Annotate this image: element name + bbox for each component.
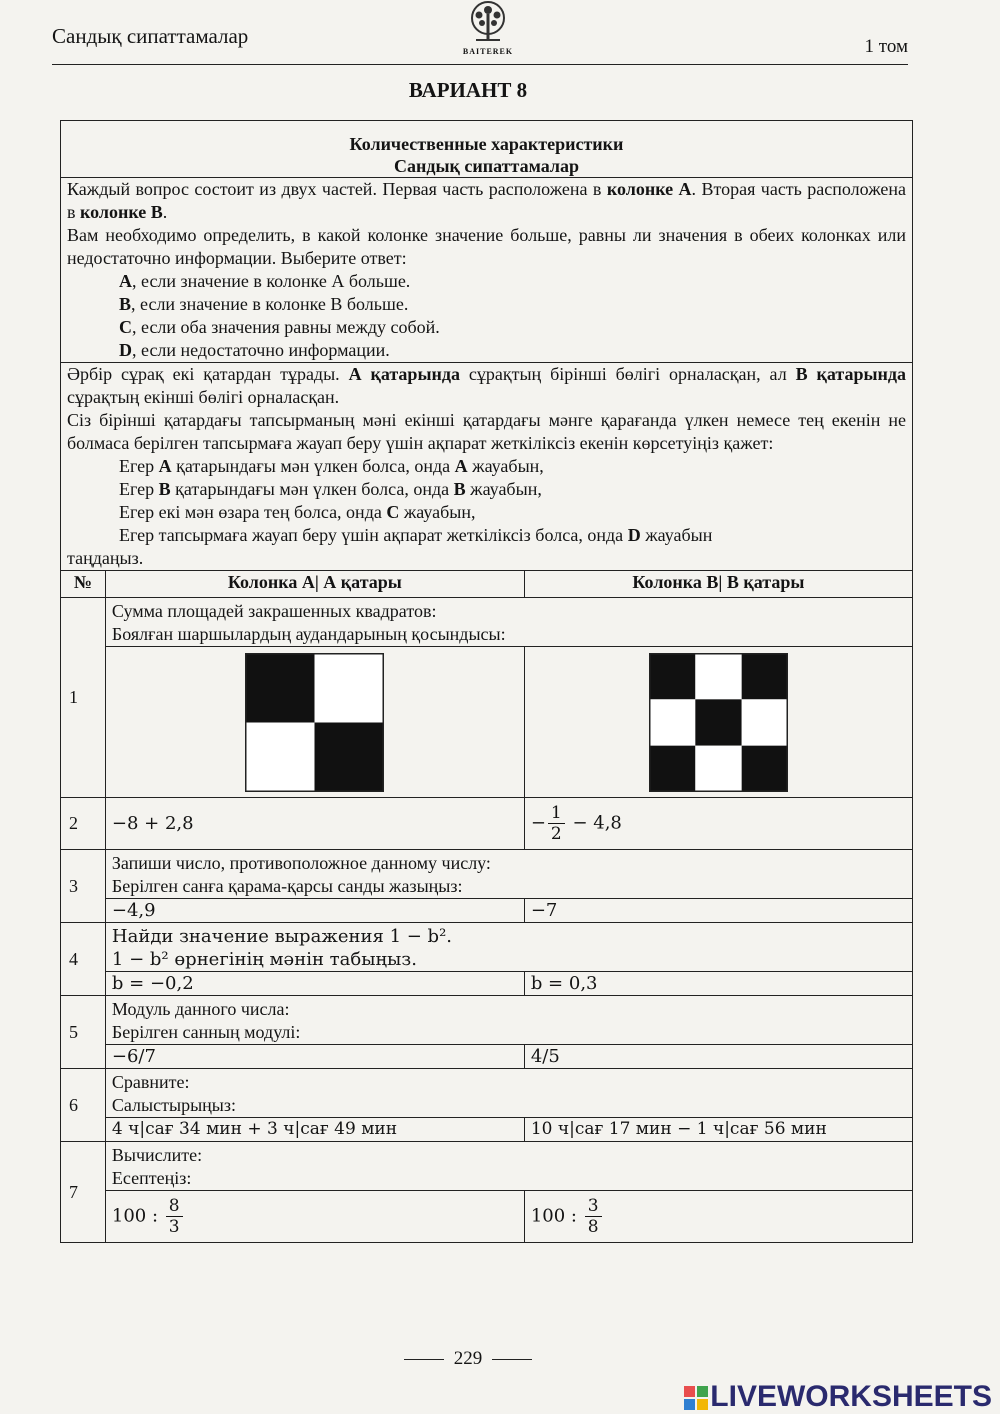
question-6-line-kz: Салыстырыңыз: — [111, 1095, 237, 1115]
question-6-column-a[interactable]: 4 ч|сағ 34 мин + 3 ч|сағ 49 мин — [105, 1118, 524, 1142]
col-header-a: Колонка А| А қатары — [105, 571, 524, 598]
question-5-column-a[interactable]: −6/7 — [105, 1045, 524, 1069]
question-4-line-ru: Найди значение выражения 1 − b². — [111, 926, 453, 947]
question-number: 5 — [61, 996, 106, 1069]
option-kz-c: Егер екі мән өзара тең болса, онда С жауабын, — [119, 502, 476, 522]
shaded-square — [245, 653, 315, 723]
fraction: $\frac{1}{2}$ — [548, 803, 565, 844]
question-2-column-b[interactable]: − $\frac{1}{2}$ − 4,8 — [524, 798, 912, 850]
question-3-column-b[interactable]: −7 — [524, 899, 912, 923]
question-5-text-row — [61, 996, 913, 1045]
section-title-kz: Сандық сипаттамалар — [394, 156, 579, 176]
question-7-line-kz: Есептеңіз: — [111, 1168, 192, 1188]
header-divider — [52, 64, 908, 65]
header-left-title: Сандық сипаттамалар — [52, 24, 249, 48]
question-4-column-b[interactable]: b = 0,3 — [524, 972, 912, 996]
question-1-answer-row — [61, 647, 913, 798]
question-3-text — [105, 850, 912, 899]
white-square — [742, 699, 788, 745]
fraction: $\frac{8}{3}$ — [166, 1196, 183, 1237]
question-6-column-b[interactable]: 10 ч|сағ 17 мин − 1 ч|сағ 56 мин — [524, 1118, 912, 1142]
question-6-text-row — [61, 1069, 913, 1118]
question-7-column-b[interactable]: 100 : $\frac{3}{8}$ — [524, 1191, 912, 1243]
baiterek-logo — [458, 0, 518, 56]
instructions-kz-p1: Әрбір сұрақ екі қатардан тұрады. А қатарында сұрақтың бірінші бөлігі орналасқан, ал В қатарында сұрақтың екінші бөлігі орналасқан. — [67, 364, 906, 407]
variant-title: ВАРИАНТ 8 — [408, 78, 528, 102]
fraction: $\frac{3}{8}$ — [585, 1196, 602, 1237]
question-5-column-b[interactable]: 4/5 — [524, 1045, 912, 1069]
option-kz-d: Егер тапсырмаға жауап беру үшін ақпарат жеткіліксіз болса, онда D жауабын — [119, 525, 713, 545]
question-1-line-ru: Сумма площадей закрашенных квадратов: — [111, 601, 437, 621]
tree-icon — [466, 0, 510, 44]
question-7-text — [105, 1142, 912, 1191]
header-volume: 1 том — [864, 36, 908, 57]
white-square — [649, 699, 695, 745]
instructions-ru-p1: Каждый вопрос состоит из двух частей. Первая часть расположена в колонке А. Вторая часть расположена в колонке В. — [67, 179, 907, 222]
shaded-square — [742, 653, 788, 699]
shaded-square — [649, 745, 695, 791]
question-3-answer-row — [61, 899, 913, 923]
instructions-kz-tail: таңдаңыз. — [67, 548, 144, 568]
question-6-text — [105, 1069, 912, 1118]
question-number: 3 — [61, 850, 106, 923]
question-5-text — [105, 996, 912, 1045]
option-a: A, если значение в колонке А больше. — [119, 271, 411, 291]
instructions-kz — [61, 363, 913, 571]
worksheet-table — [60, 120, 913, 1243]
question-4-line-kz: 1 − b² өрнегінің мәнін табыңыз. — [111, 949, 417, 970]
question-7-line-ru: Вычислите: — [111, 1145, 203, 1165]
question-7-text-row — [61, 1142, 913, 1191]
question-4-column-a[interactable]: b = −0,2 — [105, 972, 524, 996]
checker-grid-a — [245, 653, 384, 792]
question-number: 4 — [61, 923, 106, 996]
logo-text: BAITEREK — [462, 47, 514, 56]
white-square — [245, 722, 315, 792]
question-3-text-row — [61, 850, 913, 899]
question-3-column-a[interactable]: −4,9 — [105, 899, 524, 923]
instructions-ru — [61, 178, 913, 363]
white-square — [695, 653, 741, 699]
question-1-text-row — [61, 598, 913, 647]
option-d: D, если недостаточно информации. — [119, 340, 390, 360]
instructions-kz-p2: Сіз бірінші қатардағы тапсырманың мәні екінші қатардағы мәнге қарағанда үлкен немесе тең екенін не болмаса берілген тапсырмаға жауап беру үшін ақпарат жеткіліксіз екенін көрсетуіңіз қажет: — [67, 410, 906, 453]
question-4-answer-row — [61, 972, 913, 996]
column-header-row — [61, 571, 913, 598]
question-6-line-ru: Сравните: — [111, 1072, 190, 1092]
question-1-line-kz: Боялған шаршылардың аудандарының қосындысы: — [111, 624, 506, 644]
option-b: B, если значение в колонке В больше. — [119, 294, 409, 314]
question-5-line-kz: Берілген санның модулі: — [111, 1022, 301, 1042]
question-7-column-a[interactable]: 100 : $\frac{8}{3}$ — [105, 1191, 524, 1243]
col-header-b: Колонка В| В қатары — [524, 571, 912, 598]
shaded-square — [315, 722, 385, 792]
question-7-answer-row — [61, 1191, 913, 1243]
question-2-column-a[interactable]: −8 + 2,8 — [105, 798, 524, 850]
shaded-square — [649, 653, 695, 699]
instructions-ru-p2: Вам необходимо определить, в какой колонке значение больше, равны ли значения в обеих колонках или недостаточно информации. Выберите ответ: — [67, 225, 906, 268]
question-2-row — [61, 798, 913, 850]
question-5-answer-row — [61, 1045, 913, 1069]
liveworksheets-logo-icon — [684, 1386, 708, 1410]
page-number-value: 229 — [453, 1348, 483, 1369]
option-kz-b: Егер В қатарындағы мән үлкен болса, онда В жауабын, — [119, 479, 542, 499]
checker-grid-b — [649, 653, 788, 792]
white-square — [315, 653, 385, 723]
question-number: 1 — [61, 598, 106, 798]
shaded-square — [695, 699, 741, 745]
shaded-square — [742, 745, 788, 791]
question-4-text-row — [61, 923, 913, 972]
option-c: C, если оба значения равны между собой. — [119, 317, 440, 337]
white-square — [695, 745, 741, 791]
question-3-line-ru: Запиши число, противоположное данному числу: — [111, 853, 491, 873]
question-number: 7 — [61, 1142, 106, 1243]
question-number: 2 — [61, 798, 106, 850]
page-number-rule-left — [404, 1359, 444, 1360]
question-4-text — [105, 923, 912, 972]
question-1-column-a — [105, 647, 524, 798]
question-number: 6 — [61, 1069, 106, 1142]
section-title-ru: Количественные характеристики — [349, 134, 624, 154]
liveworksheets-watermark — [684, 1380, 992, 1414]
question-1-column-b — [524, 647, 912, 798]
watermark-text: LIVEWORKSHEETS — [710, 1380, 992, 1413]
question-1-text — [105, 598, 912, 647]
question-5-line-ru: Модуль данного числа: — [111, 999, 290, 1019]
option-kz-a: Егер А қатарындағы мән үлкен болса, онда А жауабын, — [119, 456, 544, 476]
page-number — [0, 1348, 936, 1370]
question-3-line-kz: Берілген санға қарама-қарсы санды жазыңыз: — [111, 876, 463, 896]
col-header-num: № — [61, 571, 106, 598]
page-number-rule-right — [492, 1359, 532, 1360]
section-title — [61, 121, 913, 178]
question-6-answer-row — [61, 1118, 913, 1142]
